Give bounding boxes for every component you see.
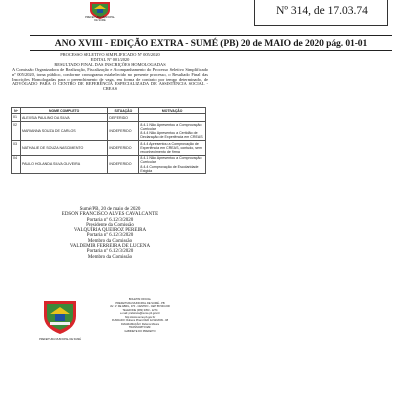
law-number: Nº 314, de 17.03.74	[276, 5, 368, 17]
col-header-name: NOME COMPLETO	[20, 108, 107, 114]
notice-body: A Comissão Organizadora de Realização, Fiscalização e Acompanhamento do Processo Seletivo Simplificado nº 005/2020, torna público, conforme cronograma estabelecido no presente processo, o Resultado Final das Inscrições Homologadas para o preenchimento de vaga, em forma de contrato por tempo determinado, de ADVOGADO PARA O CENTRO DE REFERÊNCIA ESPECIALIZADA DE ASSISTÊNCIA SOCIAL - CREAS	[12, 66, 208, 92]
candidate-status: INDEFERIDO	[108, 122, 139, 141]
row-number: 02	[12, 122, 21, 141]
notice-block	[12, 53, 208, 92]
colophon-block	[88, 298, 192, 333]
candidate-name: MARIANNA SOUZA DE CARLOS	[20, 122, 107, 141]
table-row	[12, 155, 206, 174]
signature-line: Portaria nº 6.12/3/2020	[86, 233, 134, 239]
colophon-line: AV. 1º DE ABRIL, 370 - CENTRO - CEP 58.540-000	[110, 305, 170, 308]
colophon-line: PREFEITURA MUNICIPAL DE SUMÉ - PB	[115, 301, 165, 305]
table-row	[12, 122, 206, 141]
signature-line: Portaria nº 6.12/3/2020	[86, 249, 134, 255]
row-number: 04	[12, 155, 21, 174]
notice-line: RESULTADO FINAL DAS INSCRIÇÕES HOMOLOGADAS	[54, 61, 166, 67]
coat-of-arms-icon	[36, 298, 84, 338]
motivation-item: 8.4.4 Não Apresentou a Certidão de Declaração de Experiência em CREAS	[140, 131, 203, 140]
table-row	[12, 114, 206, 122]
notice-line: EDITAL Nº 001/2020	[90, 56, 130, 62]
colophon-line: TRANSCRITO EM:	[128, 326, 152, 329]
candidate-name: NATHALIE DE SOUZA NASCIMENTO	[20, 141, 107, 156]
signature-line: VALDEMIR FERREIRA DE LUCENA	[69, 244, 151, 250]
candidate-name: ALEXSIA PAULINO DA SILVA	[20, 114, 107, 122]
municipal-emblem-bottom	[36, 298, 84, 346]
motivation-item: 8.4.4 Comprovação de Escolaridade Exigida	[140, 164, 199, 173]
col-header-status: SITUAÇÃO	[108, 108, 139, 114]
motivation-item: 8.4.1 Não Apresentou a Comprovação Curricular	[140, 122, 202, 131]
signature-line: VALQUÍRIA QUEIROZ PEREIRA	[73, 228, 147, 234]
candidate-motivation	[139, 141, 206, 156]
candidate-name: PAULO HOLANDA SILVA OLIVEIRA	[20, 155, 107, 174]
colophon-line: GABINETE DO PREFEITO	[124, 329, 156, 333]
edition-masthead: ANO XVIII - EDIÇÃO EXTRA - SUMÉ (PB) 20 de MAIO de 2020 pág. 01-01	[30, 35, 392, 51]
colophon-line: FUNDADO: Rubens Pirarú DHD 12/12/2009 - 08	[111, 319, 169, 322]
signature-line: Sumé/PB, 20 de maio de 2020	[79, 207, 141, 212]
row-number: 03	[12, 141, 21, 156]
row-number: 01	[12, 114, 21, 122]
signature-line: Presidente da Comissão	[86, 222, 134, 228]
signature-line: Portaria nº 6.12/3/2020	[86, 217, 134, 223]
emblem-caption: PREFEITURA MUNICIPAL DE SUMÉ	[85, 16, 115, 22]
emblem-caption: PREFEITURA MUNICIPAL DE SUMÉ	[39, 338, 81, 341]
candidate-motivation	[139, 114, 206, 122]
motivation-item: 8.4.1 Não Apresentou a Comprovação Curricular	[140, 156, 202, 165]
table-row	[12, 141, 206, 156]
col-header-motivation: MOTIVAÇÃO	[139, 108, 206, 114]
colophon-line: BOLETIM OFICIAL	[128, 298, 152, 301]
candidate-motivation	[139, 155, 206, 174]
colophon-line: DIAGRAMAÇÃO: Rubens Moura	[121, 322, 159, 326]
colophon-line: TELEFONE (083) 3353 - 1274	[122, 308, 158, 312]
candidate-motivation	[139, 122, 206, 141]
notice-line: PROCESSO SELETIVO SIMPLIFICADO Nº 005/2020	[60, 52, 160, 57]
signature-block	[12, 207, 208, 260]
candidate-status: INDEFERIDO	[108, 141, 139, 156]
results-table	[11, 107, 206, 174]
colophon-line: http://www.sume.pb.gov.br	[124, 315, 156, 319]
signature-line: Membro da Comissão	[87, 238, 133, 244]
signature-line: Membro da Comissão	[87, 254, 133, 260]
motivation-item: 8.4.4 Apresentou a Comprovação de Experiência em CREAS, contudo, sem reconhecimento de firma	[140, 141, 203, 154]
candidate-status: INDEFERIDO	[108, 155, 139, 174]
candidate-status: DEFERIDO	[108, 114, 139, 122]
signature-line: EDSON FRANCISCO ALVES CAVALCANTE	[61, 212, 159, 218]
law-reference-box	[254, 0, 388, 26]
col-header-number: Nº	[12, 108, 21, 114]
colophon-line: e-mail: prefeitura@sume.pb.gov.br	[120, 312, 160, 315]
municipal-emblem-top	[84, 0, 116, 22]
